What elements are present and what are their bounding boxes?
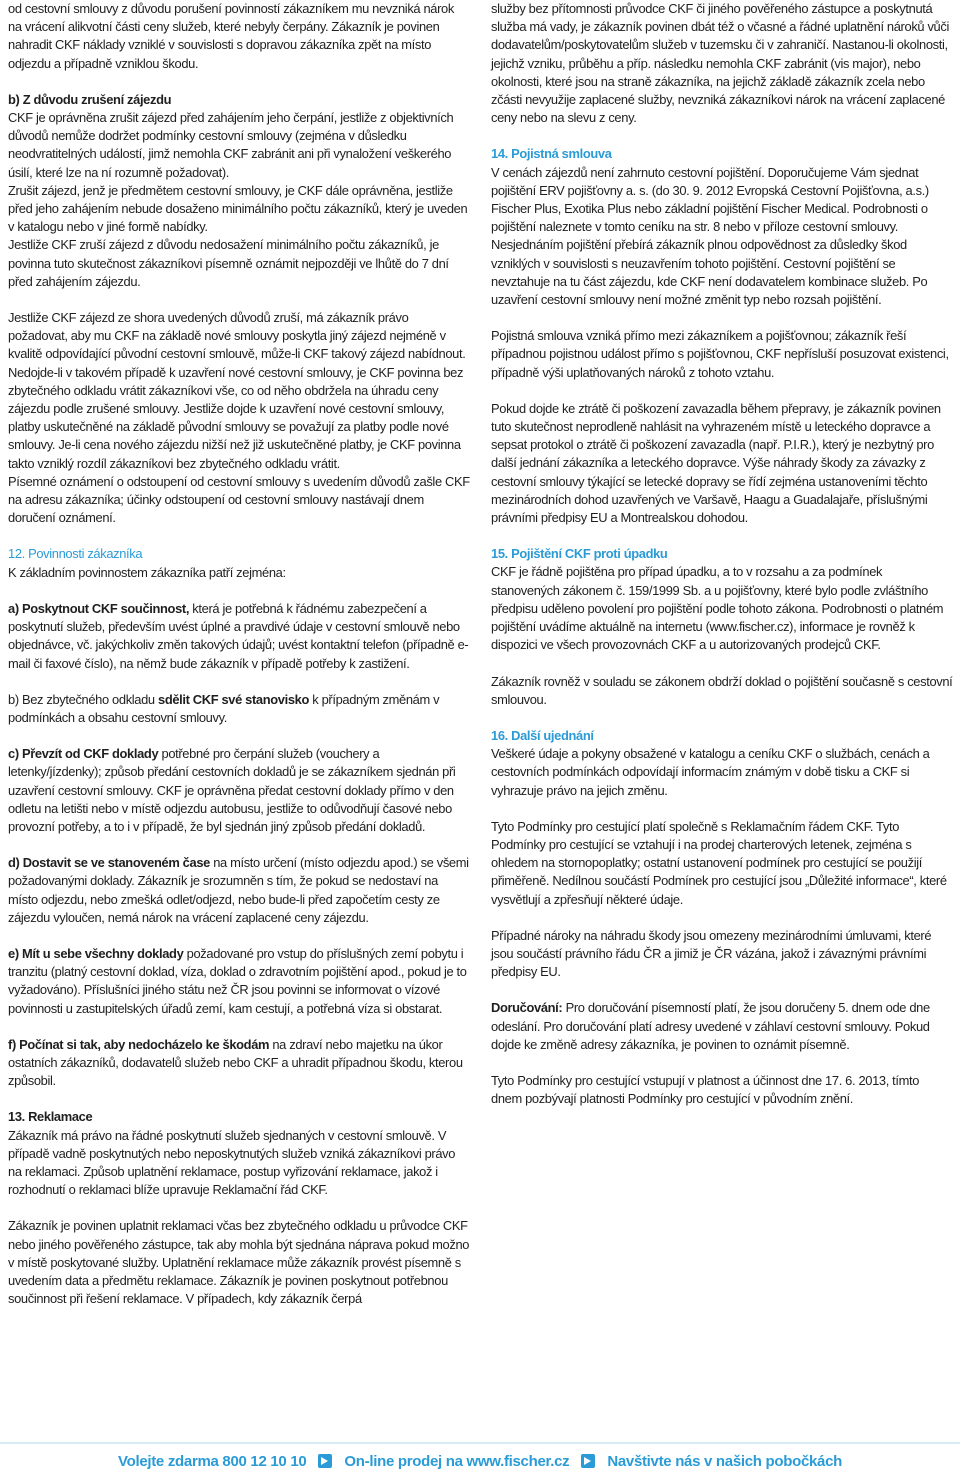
footer-bar [0,1442,960,1478]
right-column [491,0,953,1108]
footer-branches: Navštivte nás v našich pobočkách [607,1452,842,1470]
section-13-paragraph-2: Zákazník je povinen uplatnit reklamaci včas bez zbytečného odkladu u průvodce CKF nebo jiného pověřeného zástupce, tak aby mohla být sjednána náprava pokud možno v místě poskytované služby. Uplatnění reklamace může zákazník provést písemně s uvedením data a předmětu reklamace. Zákazník je povinen poskytnout potřebnou součinnost při řešení reklamace. V případech, kdy zákazník čerpá [8,1218,470,1307]
section-13-paragraph-1: Zákazník má právo na řádné poskytnutí služeb sjednaných v cestovní smlouvě. V případě vadně poskytnutých nebo neposkytnutých služeb vzniká zákazníkovi právo na reklamaci. Způsob uplatnění reklamace, postup vyřizování reklamace, jakož i rozhodnutí o reklamaci blíže upravuje Reklamační řád CKF. [8,1127,456,1198]
duty-c-bold: c) Převzít od CKF doklady [8,746,159,762]
duty-a [8,600,470,673]
duty-f-bold: f) Počínat si tak, aby nedocházelo ke škodám [8,1036,270,1052]
duty-f-text: na zdraví nebo majetku na úkor ostatních zákazníků, dodavatelů služeb nebo CKF a uhradit případnou škodu, kterou způsobil. [8,1036,463,1089]
section-b-paragraph-2: Zrušit zájezd, jenž je předmětem cestovní smlouvy, je CKF dále oprávněna, jestliže před jeho zahájením nebude dosaženo minimálního počtu zákazníků, který je uveden v katalogu nebo v jiné formě nabídky. [8,182,468,235]
section-15-paragraph-1: CKF je řádně pojištěna pro případ úpadku, a to v rozsahu a za podmínek stanovených zákonem č. 159/1999 Sb. a u pojišťovny, které bylo podle zvláštního předpisu uděleno povolení pro pojištění podle tohoto zákona. Podrobnosti o platném pojištění uvádíme aktuálně na internetu (www.fischer.cz), informace je rovněž k dispozici ve všech provozovnách CKF a u autorizovaných prodejců CKF. [491,564,944,653]
right-intro-paragraph: služby bez přítomnosti průvodce CKF či jiného pověřeného zástupce a poskytnutá služba má vady, je zákazník povinen dbát též o včasné a řádné uplatnění nároků vůči dodavatelům/poskytovatelům služeb v tuzemsku či v zahraničí. Nastanou-li okolnosti, jejichž vzniku, průběhu a příp. následku nemohla CKF zabránit (vis major), nebo okolnosti, které jsou na straně zákazníka, na jejichž základě zákazník zcela nebo zčásti nevyužije zaplacené služby, nevzniká zákazníkovi nárok na vrácení zaplacené ceny nebo na slevu z ceny. [491,1,949,126]
left-column [8,0,470,1308]
section-14-paragraph-3: Pokud dojde ke ztrátě či poškození zavazadla během přepravy, je zákazník povinen tuto skutečnost neprodleně nahlásit na vyhrazeném místě u leteckého dopravce a sepsat protokol o ztrátě či poškození zavazadla (např. P.I.R.), který je nezbytný pro další jednání zákazníka a leteckého dopravce. Výše náhrady škody za závazky z cestovní smlouvy týkající se letecké dopravy se řídí zejména ustanoveními těchto mezinárodních dohod uzavřených ve Varšavě, Haagu a Guadalajaře, příslušnými právními předpisy EU a Montrealskou dohodou. [491,400,941,526]
section-b-heading: b) Z důvodu zrušení zájezdu [8,91,172,107]
duty-b [8,691,470,727]
chevron-right-icon [581,1454,595,1468]
delivery-bold: Doručování: [491,1000,563,1016]
duty-a-text: která je potřebná k řádnému zabezpečení a poskytnutí služeb, především uvést úplné a pravdivé údaje v cestovní smlouvě nebo objednávce, vč. jakýchkoliv změn takových údajů; uvést kontaktní telefon (případně e-mail či faxové číslo), na němž bude zákazník v případě potřeby k zastižení. [8,600,469,671]
section-16-paragraph-3: Případné nároky na náhradu škody jsou omezeny mezinárodními úmluvami, které jsou součástí právního řádu ČR a jimiž je ČR vázána, jakož i závaznými právními předpisy EU. [491,927,932,980]
section-16-heading [491,727,953,745]
duty-a-bold: a) Poskytnout CKF součinnost, [8,600,190,616]
intro-paragraph: od cestovní smlouvy z důvodu porušení povinností zákazníkem mu nevzniká nárok na vrácení alikvotní části ceny služeb, které nebyly čerpány. Zákazník je povinen nahradit CKF náklady vzniklé v souvislosti s dopravou zákazníka zpět na místo odjezdu a případně vzniklou škodu. [8,1,454,71]
section-16-paragraph-2: Tyto Podmínky pro cestující platí společně s Reklamačním řádem CKF. Tyto Podmínky pro cestující se vztahují i na prodej charterových letenek, zejména s ohledem na stornopoplatky; ostatní ustanovení podmínek pro cestující se použijí přiměřeně. Nedílnou součástí Podmínek pro cestující jsou „Důležité informace“, které vysvětlují a zpřesňují některé údaje. [491,818,947,907]
section-12-title: Povinnosti zákazníka [28,546,143,562]
duty-b-text: k případným změnám v podmínkách a obsahu cestovní smlouvy. [8,691,440,725]
delivery-paragraph [491,999,953,1054]
section-14-title: Pojistná smlouva [511,146,612,162]
section-12-heading [8,545,470,563]
validity-paragraph: Tyto Podmínky pro cestující vstupují v platnost a účinnost dne 17. 6. 2013, tímto dnem pozbývají platnosti Podmínky pro cestující v původním znění. [491,1072,920,1107]
delivery-text: Pro doručování písemností platí, že jsou doručeny 5. dnem ode dne odeslání. Pro doručování platí adresy uvedené v záhlaví cestovní smlouvy. Pokud dojde ke změně adresy zákazníka, je povinen to oznámit písemně. [491,1000,930,1052]
section-13-heading: 13. Reklamace [8,1109,93,1125]
section-12-intro: K základním povinnostem zákazníka patří zejména: [8,564,286,580]
section-15-paragraph-2: Zákazník rovněž v souladu se zákonem obdrží doklad o pojištění současně s cestovní smlouvou. [491,673,953,707]
section-16-paragraph-1: Veškeré údaje a pokyny obsažené v katalogu a ceníku CKF o službách, cenách a cestovních podmínkách odpovídají informacím známým v době tisku a CKF si vyhrazuje právo na jejich změnu. [491,746,930,798]
duty-d [8,854,470,927]
footer-phone: Volejte zdarma 800 12 10 10 [118,1452,307,1470]
section-14-paragraph-2: Pojistná smlouva vzniká přímo mezi zákazníkem a pojišťovnou; zákazník řeší případnou pojistnou událost přímo s pojišťovnou, CKF nepřísluší posuzovat existenci, případně výši uplatňovaných nároků z tohoto vztahu. [491,328,949,380]
chevron-right-icon [318,1454,332,1468]
duty-d-text: na místo určení (místo odjezdu apod.) se všemi požadovanými doklady. Zákazník je srozumněn s tím, že pokud se nedostaví na místo odjezdu, nebo zmešká odlet/odjezd, nebo bude-li před započetím cesty ze zájezdu vyloučen, nemá nárok na vrácení zaplacené ceny zájezdu. [8,855,469,925]
duty-b-bold: sdělit CKF své stanovisko [158,691,310,707]
section-16-number: 16. [491,727,508,743]
section-14-number: 14. [491,146,508,162]
section-14-paragraph-1: V cenách zájezdů není zahrnuto cestovní pojištění. Doporučujeme Vám sjednat pojištění ERV pojišťovny a. s. (do 30. 9. 2012 Evropská Cestovní Pojišťovna, a.s.) Fischer Plus, Exotika Plus nebo základní pojištění Fischer Medical. Podrobnosti o pojištění naleznete v tomto ceníku na str. 8 nebo v příloze cestovní smlouvy. Nesjednáním pojištění přebírá zákazník plnou odpovědnost za důsledky škod vzniklých v souvislosti s neuzavřením tohoto pojištění. Cestovní pojištění se nevztahuje na tu část zájezdu, kde CKF není dodavatelem kombinace služeb. Po uzavření cestovní smlouvy není možné změnit typ nebo rozsah pojištění. [491,164,929,308]
duty-c-text: potřebné pro čerpání služeb (vouchery a letenky/jízdenky); způsob předání cestovních dokladů je se zákazníkem sjednán při uzavření cestovní smlouvy. CKF je oprávněna předat cestovní doklady přímo v den odletu na letišti nebo v místě odjezdu autobusu, jestliže to odůvodňují časové nebo provozní potřeby, a to i v případě, že byl sjednán jiný způsob předání dokladů. [8,746,456,834]
section-15-number: 15. [491,546,508,562]
section-15-title: Pojištění CKF proti úpadku [511,546,668,562]
duty-c [8,745,470,836]
section-b-paragraph-3: Jestliže CKF zruší zájezd z důvodu nedosažení minimálního počtu zákazníků, je povinna tuto skutečnost zákazníkovi písemně oznámit nejpozději ve lhůtě do 7 dní před zahájením zájezdu. [8,237,449,289]
section-b-paragraph-1: CKF je oprávněna zrušit zájezd před zahájením jeho čerpání, jestliže z objektivních důvodů nemůže dodržet podmínky cestovní smlouvy (zejména v důsledku neodvratitelných událostí, jimž nemohla CKF zabránit ani při vynaložení veškerého úsilí, které lze na ní rozumně požadovat). [8,110,454,180]
duty-f [8,1036,470,1091]
duty-d-bold: d) Dostavit se ve stanoveném čase [8,855,210,871]
footer-online-link[interactable]: On-line prodej na www.fischer.cz [344,1452,570,1470]
replacement-paragraph: Jestliže CKF zájezd ze shora uvedených důvodů zruší, má zákazník právo požadovat, aby mu CKF na základě nové smlouvy poskytla jiný zájezd nejméně v kvalitě odpovídající původní cestovní smlouvě, může-li CKF takový zájezd nabídnout. Nedojde-li v takovém případě k uzavření nové cestovní smlouvy, je CKF povinna bez zbytečného odkladu vrátit zákazníkovi vše, co od něho obdržela na úhradu ceny zájezdu podle zrušené smlouvy. Jestliže dojde k uzavření nové cestovní smlouvy, platby uskutečněné na základě původní smlouvy se považují za platby podle nové smlouvy. Je-li cena nového zájezdu nižší než již uskutečněné platby, je CKF povinna takto vzniklý rozdíl zákazníkovi bez zbytečného odkladu vrátit. [8,310,466,471]
duty-b-pre: b) Bez zbytečného odkladu [8,691,158,707]
section-16-title: Další ujednání [511,727,594,743]
section-14-heading [491,145,953,163]
duty-e-bold: e) Mít u sebe všechny doklady [8,945,184,961]
section-12-number: 12. [8,546,25,562]
notice-paragraph: Písemné oznámení o odstoupení od cestovní smlouvy s uvedením důvodů zašle CKF na adresu zákazníka; účinky odstoupení od cestovní smlouvy nastávají dnem doručení oznámení. [8,473,470,526]
duty-e-text: požadované pro vstup do příslušných zemí pobytu i tranzitu (platný cestovní doklad, víza, doklad o zdravotním pojištění apod., pokud je to vyžadováno). Příslušníci jiného státu než ČR jsou povinni se informovat o vízové povinnosti u zastupitelských úřadů zemí, kam cestují, a potřebná víza si obstarat. [8,945,467,1016]
duty-e [8,945,470,1018]
section-15-heading [491,545,953,563]
